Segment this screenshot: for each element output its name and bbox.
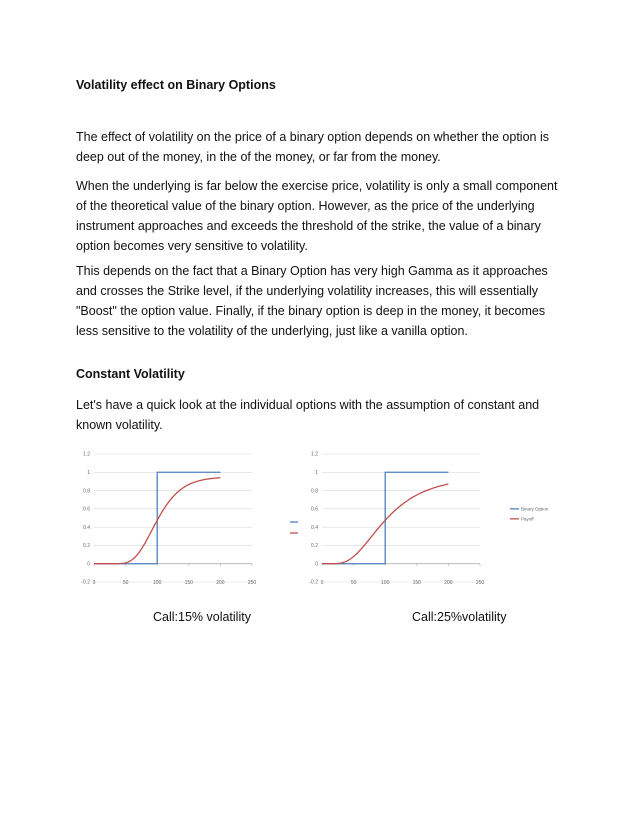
series-line-binary-option <box>322 472 448 563</box>
x-tick-label: 100 <box>381 580 390 586</box>
y-tick-label: 0.2 <box>83 543 90 550</box>
x-tick-label: 150 <box>184 580 193 586</box>
y-tick-label: 0 <box>315 561 318 568</box>
x-tick-label: 250 <box>247 580 257 586</box>
x-tick-label: 100 <box>153 580 162 586</box>
x-tick-label: 200 <box>216 580 225 586</box>
chart-call-25 <box>298 446 568 606</box>
y-tick-label: 1.2 <box>311 451 318 458</box>
y-tick-label: 0.6 <box>83 506 90 513</box>
section-heading: Constant Volatility <box>76 367 185 381</box>
y-tick-label: 1.2 <box>83 451 90 458</box>
x-tick-label: 200 <box>444 580 453 586</box>
x-tick-label: 50 <box>350 580 357 586</box>
y-tick-label: -0.2 <box>81 579 90 586</box>
x-tick-label: 250 <box>475 580 485 586</box>
document-title: Volatility effect on Binary Options <box>76 78 276 92</box>
paragraph-1: The effect of volatility on the price of a binary option depends on whether the option is deep out of the money, in the of the money, or far from the money. <box>76 130 549 164</box>
paragraph-2: When the underlying is far below the exercise price, volatility is only a small component of the theoretical value of the binary option. However, as the price of the underlying instrument approaches and exceeds the threshold of the strike, the value of a binary option becomes very sensitive to volatility. <box>76 179 558 253</box>
y-tick-label: 0.8 <box>83 488 90 495</box>
chart-svg-15 <box>76 446 276 606</box>
chart-svg-25 <box>298 446 568 606</box>
paragraph-3: This depends on the fact that a Binary Option has very high Gamma as it approaches and crosses the Strike level, if the underlying volatility increases, this will essentially "Boost" the option value. Finally, if the binary option is deep in the money, it becomes less sensitive to the volatility of the underlying, just like a vanilla option. <box>76 264 548 338</box>
y-tick-label: 0 <box>87 561 90 568</box>
series-line-binary-option <box>94 472 220 563</box>
y-tick-label: 0.6 <box>311 506 318 513</box>
caption-call-25: Call:25%volatility <box>412 610 507 624</box>
y-tick-label: -0.2 <box>309 579 318 586</box>
y-tick-label: 1 <box>315 469 318 476</box>
x-tick-label: 0 <box>92 580 96 586</box>
section-paragraph: Let's have a quick look at the individual options with the assumption of constant and known volatility. <box>76 398 540 432</box>
y-tick-label: 0.4 <box>311 524 318 531</box>
caption-call-15: Call:15% volatility <box>153 610 251 624</box>
legend-label: Binary Option <box>521 506 549 512</box>
x-tick-label: 0 <box>320 580 324 586</box>
y-tick-label: 0.8 <box>311 488 318 495</box>
y-tick-label: 0.2 <box>311 543 318 550</box>
legend-label: Payoff <box>521 516 534 522</box>
x-tick-label: 50 <box>122 580 129 586</box>
x-tick-label: 150 <box>412 580 421 586</box>
y-tick-label: 1 <box>87 469 90 476</box>
chart-call-15 <box>76 446 276 606</box>
y-tick-label: 0.4 <box>83 524 90 531</box>
